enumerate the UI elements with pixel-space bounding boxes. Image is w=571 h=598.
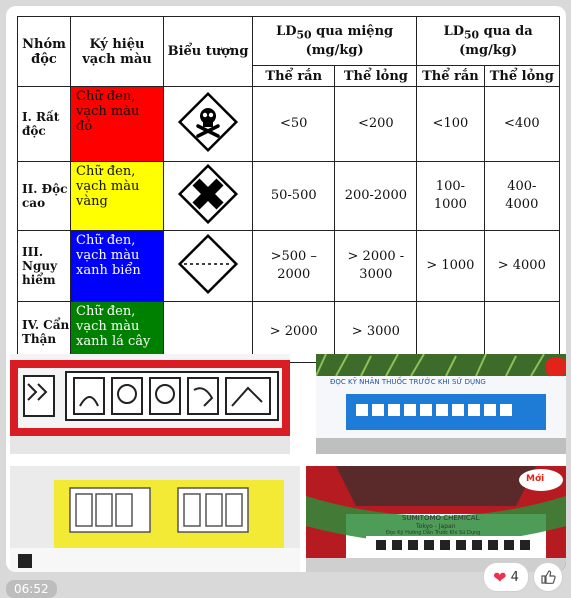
heart-icon: ❤ (493, 567, 507, 587)
header-color-code: Ký hiệu vạch màu (71, 17, 164, 87)
oral-liquid-value: > 2000 - 3000 (335, 231, 417, 302)
dermal-liquid-value: <400 (484, 87, 559, 162)
reaction-button[interactable] (483, 562, 529, 592)
table-row (18, 231, 560, 302)
header-dermal-liquid: Thể lỏng (484, 66, 559, 87)
oral-liquid-value: <200 (335, 87, 417, 162)
cross-icon (164, 162, 253, 231)
thumbs-up-icon (540, 569, 556, 585)
dashed-diamond-icon (164, 231, 253, 302)
table-row (18, 87, 560, 162)
group-cell: III. Nguy hiểm (18, 231, 71, 302)
color-label-cell: Chữ đen, vạch màu xanh biển (71, 231, 164, 302)
photo-sumitomo-label (306, 466, 566, 572)
message-timestamp: 06:52 (6, 580, 57, 598)
group-cell: IV. Cẩn Thận (18, 302, 71, 363)
header-symbol: Biểu tượng (164, 17, 253, 87)
like-button[interactable] (533, 562, 563, 592)
table-row (18, 162, 560, 231)
color-label-cell: Chữ đen, vạch màu xanh lá cây (71, 302, 164, 363)
oral-liquid-value: > 3000 (335, 302, 417, 363)
oral-solid-value: > 2000 (253, 302, 335, 363)
oral-liquid-value: 200-2000 (335, 162, 417, 231)
oral-solid-value: 50-500 (253, 162, 335, 231)
color-label-cell: Chữ đen, vạch màu đỏ (71, 87, 164, 162)
header-group: Nhóm độc (18, 17, 71, 87)
new-badge: Mới (526, 474, 545, 484)
toxicity-table (17, 16, 560, 363)
photo-yellow-sachet (10, 466, 300, 572)
dermal-solid-value: > 1000 (417, 231, 484, 302)
dermal-liquid-value: 400-4000 (484, 162, 559, 231)
group-cell: II. Độc cao (18, 162, 71, 231)
header-dermal-solid: Thể rắn (417, 66, 484, 87)
color-label-cell: Chữ đen, vạch màu vàng (71, 162, 164, 231)
reaction-count: 4 (510, 569, 519, 585)
message-card (6, 6, 566, 572)
dermal-solid-value: <100 (417, 87, 484, 162)
oral-solid-value: >500 – 2000 (253, 231, 335, 302)
origin-text: Tokyo - Japan (416, 523, 456, 530)
dermal-liquid-value: > 4000 (484, 231, 559, 302)
photo-pictogram-strip (10, 354, 290, 454)
header-oral-liquid: Thể lỏng (335, 66, 417, 87)
header-oral: $LD_{50}$ qua miệng (mg/kg) (253, 17, 417, 66)
dermal-solid-value: 100-1000 (417, 162, 484, 231)
oral-solid-value: <50 (253, 87, 335, 162)
brand-text: SUMITOMO CHEMICAL (402, 514, 480, 522)
header-dermal: $LD_{50}$ qua da (mg/kg) (417, 17, 560, 66)
group-cell: I. Rất độc (18, 87, 71, 162)
note-text: Đọc Kỹ Hướng Dẫn Trước Khi Sử Dụng (386, 530, 481, 536)
header-oral-solid: Thể rắn (253, 66, 335, 87)
photo-label-blue (316, 354, 566, 454)
read-label-text: ĐỌC KỸ NHÃN THUỐC TRƯỚC KHI SỬ DỤNG (330, 378, 486, 386)
skull-icon (164, 87, 253, 162)
